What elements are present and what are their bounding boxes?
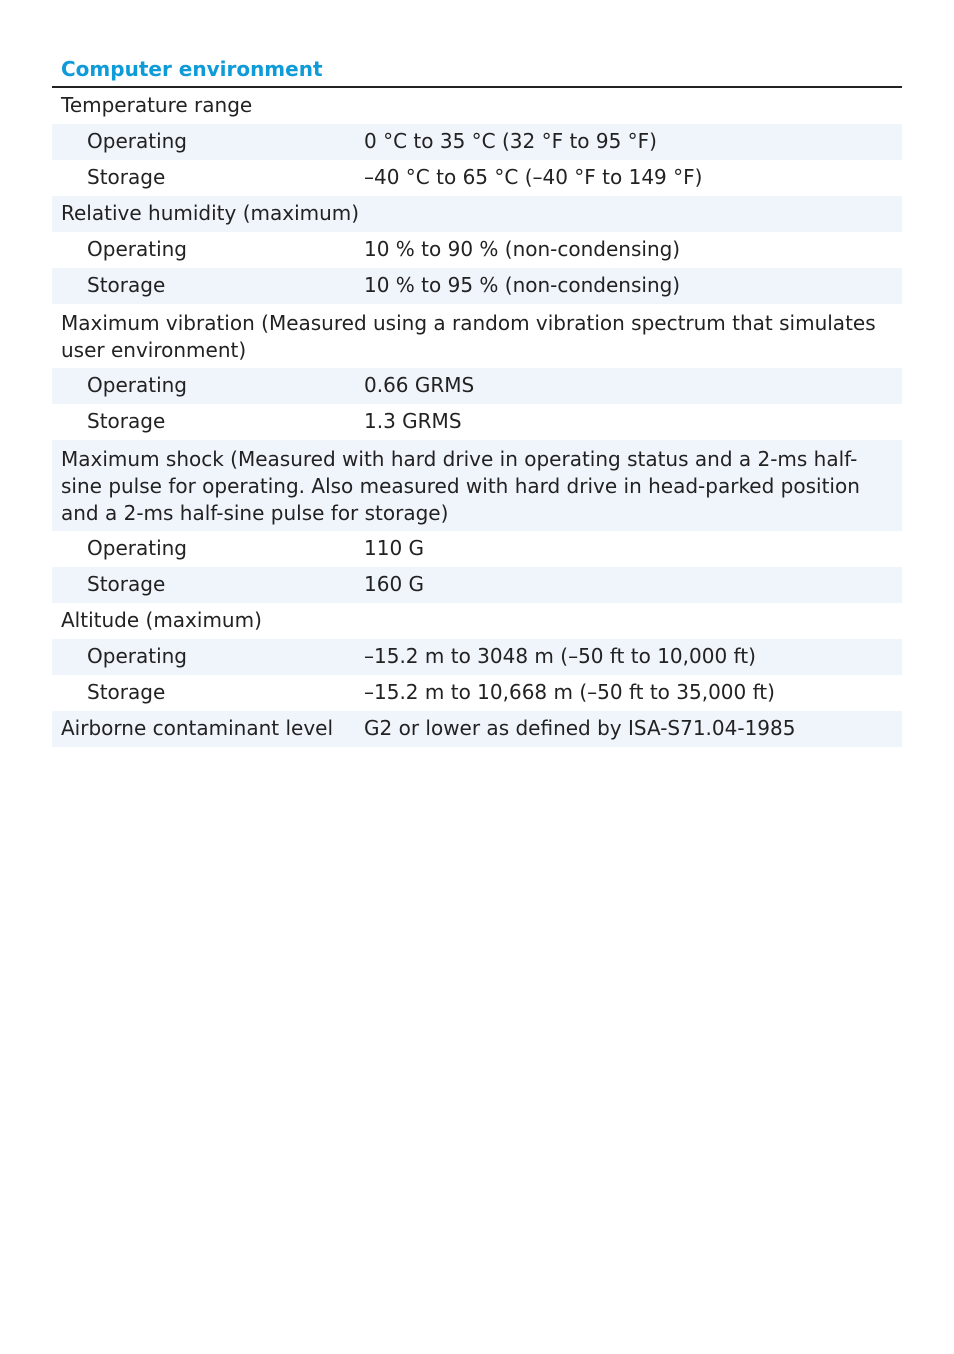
table-row-shock [52, 440, 902, 531]
row-label: Storage [52, 268, 355, 304]
table-row-humidity-storage [52, 268, 902, 304]
group-heading: Maximum shock (Measured with hard drive in operating status and a 2-ms half-sine pulse for operating. Also measured with hard drive in head-parked position and a 2-ms half-sine pulse for storage) [52, 440, 902, 531]
table-row-airborne-contaminant [52, 711, 902, 747]
row-value: –15.2 m to 3048 m (–50 ft to 10,000 ft) [355, 639, 902, 675]
table-row-shock-operating [52, 531, 902, 567]
row-label: Operating [52, 368, 355, 404]
table-row-humidity-operating [52, 232, 902, 268]
group-heading: Relative humidity (maximum) [52, 196, 902, 232]
row-value: –15.2 m to 10,668 m (–50 ft to 35,000 ft) [364, 680, 775, 704]
row-label: Airborne contaminant level [52, 711, 355, 747]
computer-environment-section [52, 56, 902, 747]
group-heading: Altitude (maximum) [61, 608, 262, 632]
group-heading: Maximum vibration (Measured using a random vibration spectrum that simulates user environment) [61, 311, 876, 362]
row-label: Storage [87, 680, 166, 704]
table-row-altitude-operating [52, 639, 902, 675]
table-row-temperature-storage [52, 160, 902, 196]
table-row-vibration-storage [52, 404, 902, 440]
row-label: Storage [87, 409, 166, 433]
row-label: Storage [52, 567, 355, 603]
row-value: 110 G [364, 536, 425, 560]
environment-spec-table [52, 88, 902, 747]
row-label: Operating [52, 639, 355, 675]
table-row-temperature-operating [52, 124, 902, 160]
row-label: Operating [87, 536, 187, 560]
row-value: 0.66 GRMS [355, 368, 902, 404]
row-label: Operating [52, 124, 355, 160]
table-row-temperature-range [52, 88, 902, 124]
table-row-shock-storage [52, 567, 902, 603]
table-row-vibration [52, 304, 902, 368]
row-value: 160 G [355, 567, 902, 603]
row-value: G2 or lower as defined by ISA-S71.04-1985 [355, 711, 902, 747]
table-row-vibration-operating [52, 368, 902, 404]
row-label: Storage [87, 165, 166, 189]
row-value: 10 % to 95 % (non-condensing) [355, 268, 902, 304]
section-title: Computer environment [61, 57, 323, 81]
row-label: Operating [87, 237, 187, 261]
group-heading: Temperature range [61, 93, 253, 117]
table-row-humidity [52, 196, 902, 232]
row-value: –40 °C to 65 °C (–40 °F to 149 °F) [364, 165, 703, 189]
row-value: 0 °C to 35 °C (32 °F to 95 °F) [355, 124, 902, 160]
table-row-altitude-storage [52, 675, 902, 711]
table-row-altitude [52, 603, 902, 639]
row-value: 1.3 GRMS [364, 409, 462, 433]
row-value: 10 % to 90 % (non-condensing) [364, 237, 681, 261]
